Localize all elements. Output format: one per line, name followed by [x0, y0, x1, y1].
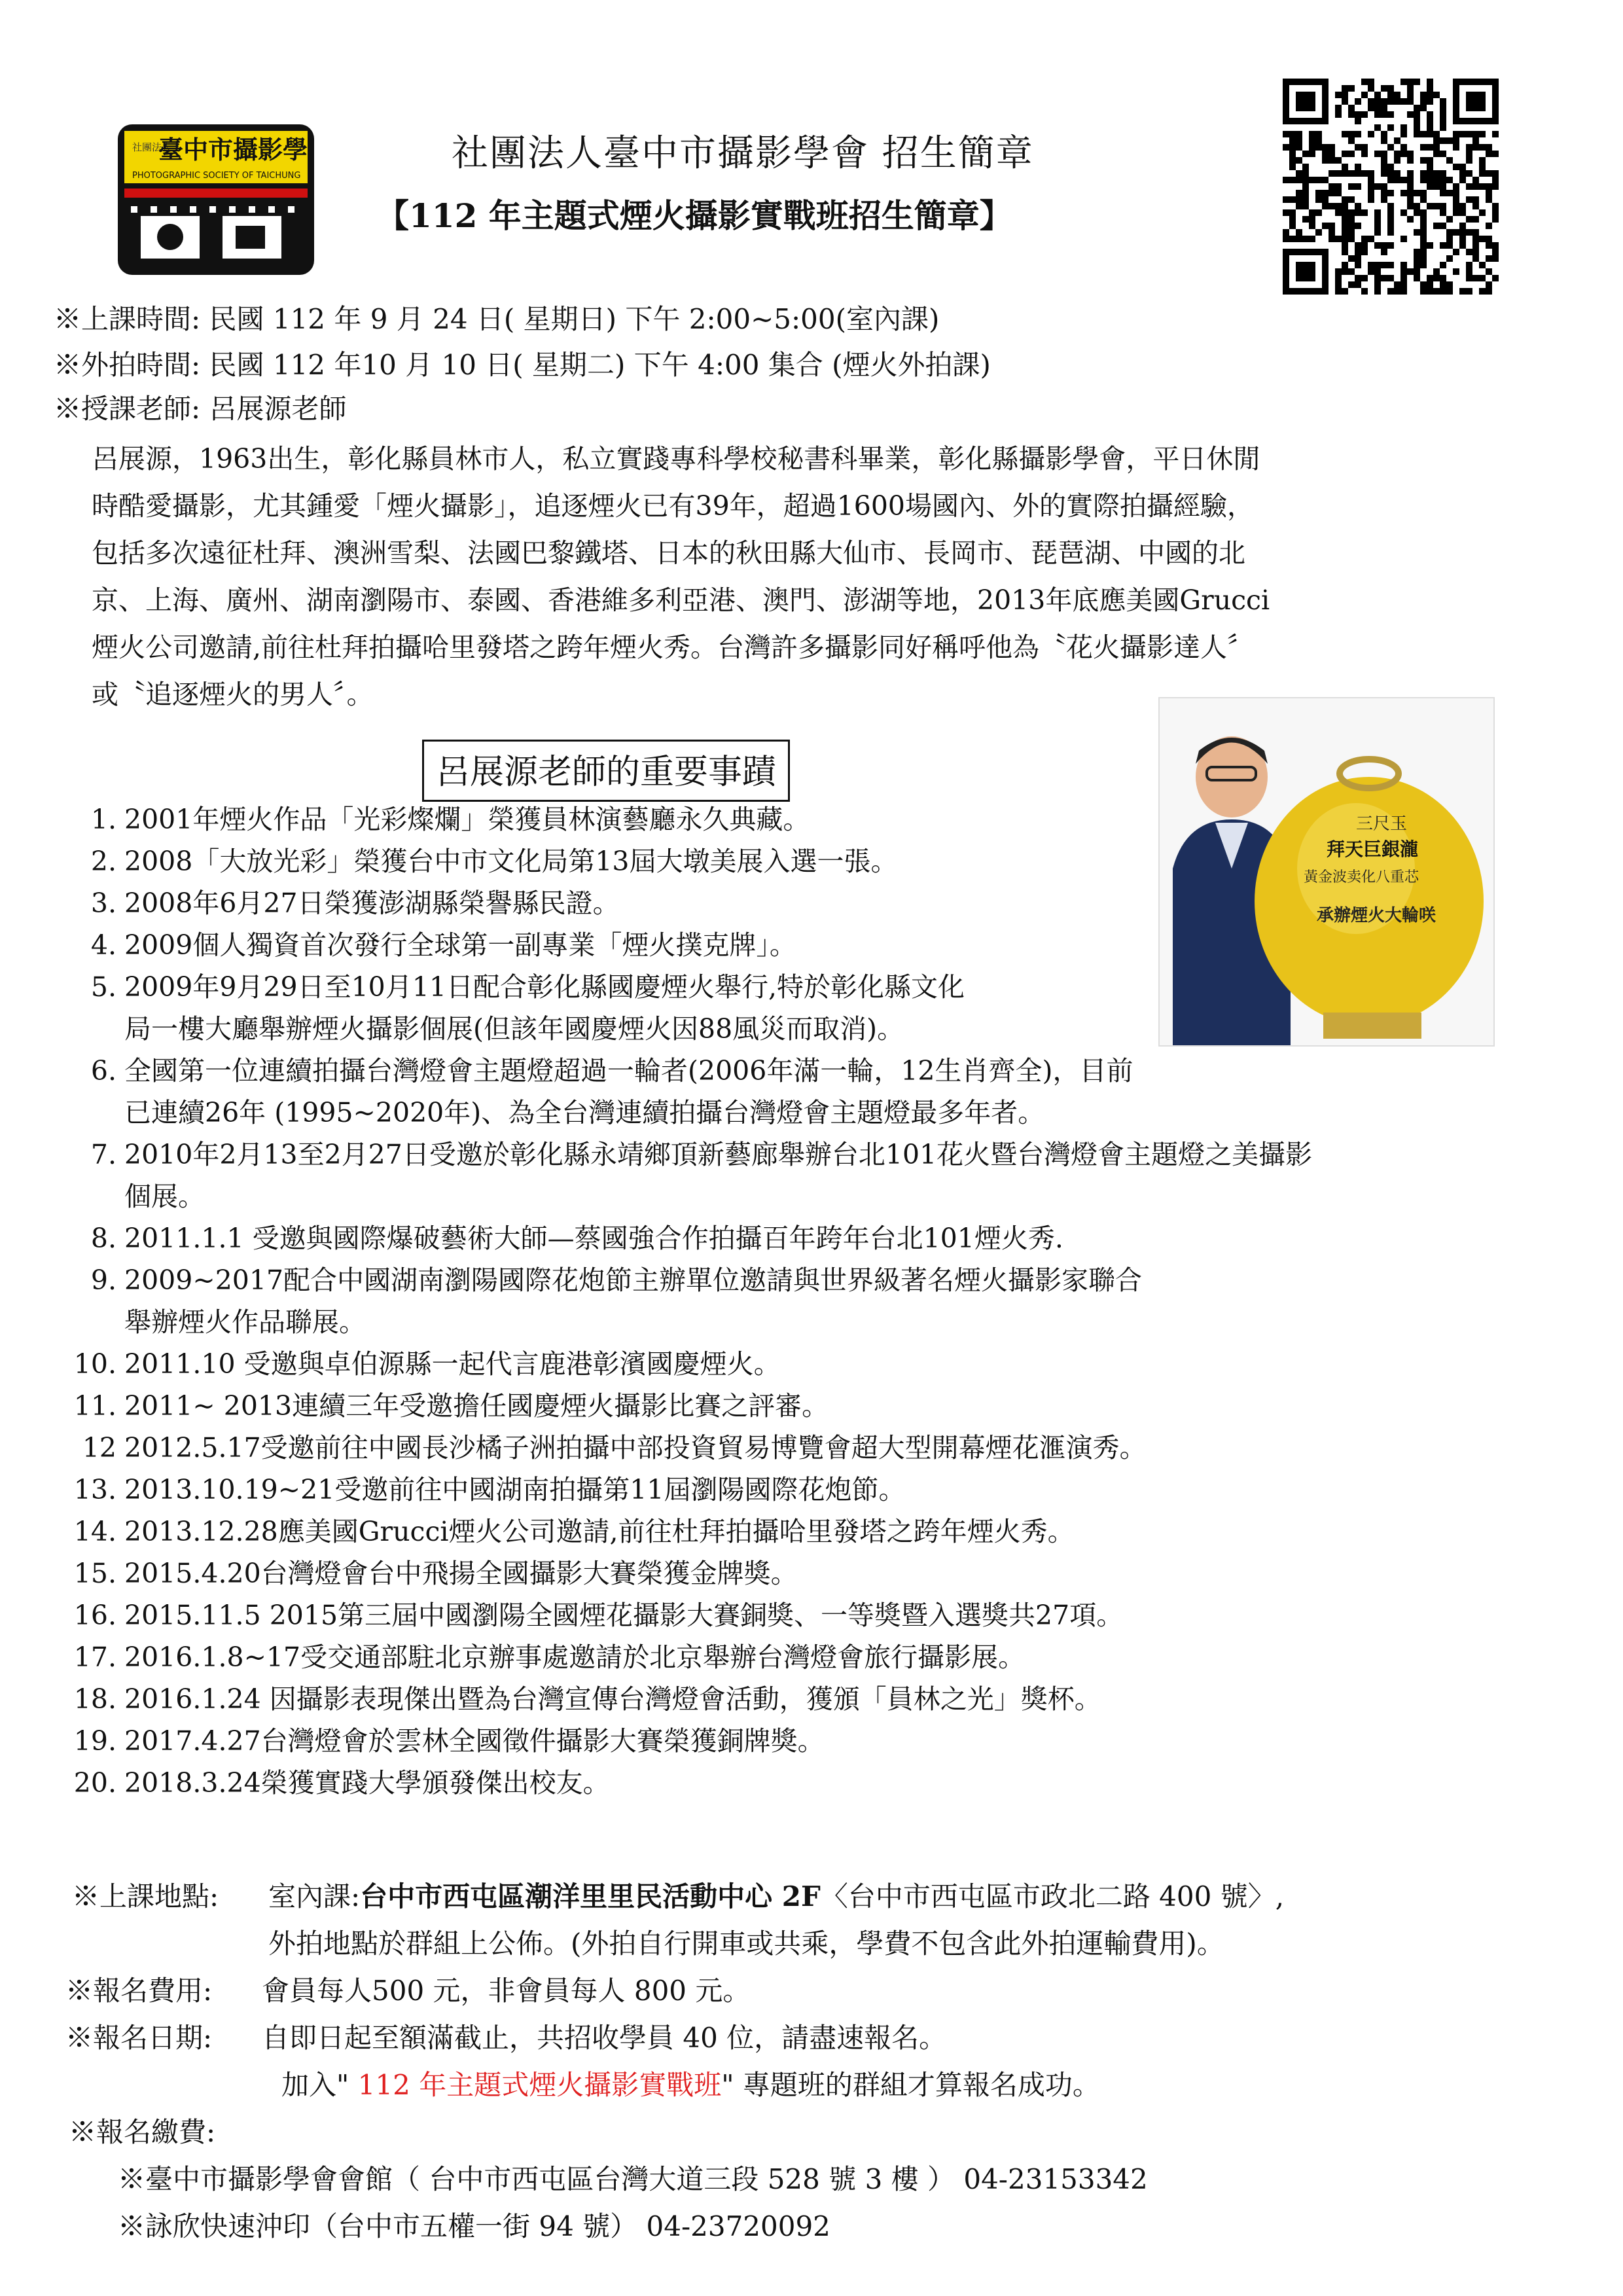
- achievement-number: 4.: [90, 929, 116, 961]
- location-venue: 台中市西屯區潮洋里里民活動中心 2F: [360, 1880, 821, 1912]
- achievement-number: 14.: [73, 1516, 116, 1547]
- pay-location-2-text: ※詠欣快速沖印（台中市五權一街 94 號） 04-23720092: [118, 2210, 830, 2242]
- achievement-number: 17.: [73, 1641, 116, 1673]
- achievement-text: 舉辦煙火作品聯展。: [124, 1306, 366, 1338]
- achievement-item: [39, 882, 1531, 924]
- achievement-item: [39, 1343, 1531, 1385]
- join-group-name: 112 年主題式煙火攝影實戰班: [349, 2069, 722, 2101]
- achievement-number: 5.: [90, 971, 116, 1003]
- achievement-number: 19.: [73, 1725, 116, 1757]
- location-label: ※上課地點:: [72, 1880, 219, 1912]
- achievement-item: [39, 1217, 1531, 1259]
- achievement-text: 2010年2月13至2月27日受邀於彰化縣永靖鄉頂新藝廊舉辦台北101花火暨台灣燈會主題燈之美攝影: [124, 1139, 1313, 1170]
- page-title: 社團法人臺中市攝影學會 招生簡章: [452, 132, 1034, 175]
- join-row: [72, 2062, 1284, 2109]
- fee-text: 會員每人500 元，非會員每人 800 元。: [262, 1975, 751, 2007]
- bio-line: 包括多次遠征杜拜、澳洲雪梨、法國巴黎鐵塔、日本的秋田縣大仙市、長岡市、琵琶湖、中國的北: [92, 537, 1245, 569]
- pay-label: ※報名繳費:: [69, 2116, 216, 2148]
- achievement-item: [39, 1720, 1531, 1762]
- join-prefix: 加入": [281, 2069, 349, 2101]
- achievement-text: 2016.1.8~17受交通部駐北京辦事處邀請於北京舉辦台灣燈會旅行攝影展。: [124, 1641, 1026, 1673]
- qr-code[interactable]: [1283, 79, 1499, 295]
- location-row-2: [72, 1920, 1284, 1967]
- achievement-text: 2011.10 受邀與卓伯源縣一起代言鹿港彰濱國慶煙火。: [124, 1348, 781, 1380]
- achievement-item: [39, 1762, 1531, 1804]
- achievement-item: [39, 1008, 1531, 1050]
- achievement-text: 2013.12.28應美國Grucci煙火公司邀請,前往杜拜拍攝哈里發塔之跨年煙火秀。: [124, 1516, 1075, 1547]
- date-text: 自即日起至額滿截止，共招收學員 40 位，請盡速報名。: [262, 2022, 947, 2054]
- photo-text-4: 承辦煙火大輪咲: [1317, 906, 1436, 925]
- fee-row: [65, 1967, 1277, 2015]
- achievement-number: 6.: [90, 1055, 116, 1086]
- achievement-text: 2016.1.24 因攝影表現傑出暨為台灣宣傳台灣燈會活動，獲頒「員林之光」獎杯。: [124, 1683, 1101, 1715]
- achievement-item: [39, 840, 1531, 882]
- achievement-item: [39, 1259, 1531, 1301]
- pay-location-1-text: ※臺中市攝影學會會館（ 台中市西屯區台灣大道三段 528 號 3 樓 ） 04-23153342: [118, 2163, 1148, 2195]
- pay-location-2: [72, 2203, 1284, 2250]
- achievement-item: [39, 1678, 1531, 1720]
- location-address: 〈台中市西屯區市政北二路 400 號〉,: [820, 1880, 1285, 1912]
- achievement-number: 9.: [90, 1265, 116, 1296]
- bio-line: 京、上海、廣州、湖南瀏陽市、泰國、香港維多利亞港、澳門、澎湖等地，2013年底應美國Grucci: [92, 584, 1270, 616]
- achievement-number: 8.: [90, 1223, 116, 1254]
- logo-name: 臺中市攝影學: [158, 135, 308, 164]
- achievement-text: 全國第一位連續拍攝台灣燈會主題燈超過一輪者(2006年滿一輪，12生肖齊全)，目前: [124, 1055, 1133, 1086]
- achievement-item: [39, 1636, 1531, 1678]
- bio-line: 時酷愛攝影，尤其鍾愛「煙火攝影」，追逐煙火已有39年，超過1600場國內、外的實際拍攝經驗，: [92, 490, 1255, 522]
- achievement-number: 16.: [73, 1600, 116, 1631]
- achievement-number: 11.: [73, 1390, 116, 1422]
- achievement-text: 2001年煙火作品「光彩燦爛」榮獲員林演藝廳永久典藏。: [124, 804, 810, 835]
- bio-line: 煙火公司邀請,前往杜拜拍攝哈里發塔之跨年煙火秀。台灣許多攝影同好稱呼他為〝花火攝影達人〞: [92, 632, 1255, 663]
- achievement-text: 個展。: [124, 1181, 205, 1212]
- achievement-item: [39, 966, 1531, 1008]
- achievements-list: [39, 798, 1531, 1804]
- achievement-text: 2009~2017配合中國湖南瀏陽國際花炮節主辦單位邀請與世界級著名煙火攝影家聯合: [124, 1265, 1143, 1296]
- achievement-item: [39, 1594, 1531, 1636]
- location-outdoor-note: 外拍地點於群組上公佈。(外拍自行開車或共乘，學費不包含此外拍運輸費用)。: [268, 1928, 1224, 1960]
- photo-text-2: 拜天巨銀瀧: [1327, 838, 1419, 860]
- page-subtitle: 【112 年主題式煙火攝影實戰班招生簡章】: [376, 196, 1012, 235]
- achievement-number: 7.: [90, 1139, 116, 1170]
- achievement-number: 15.: [73, 1558, 116, 1589]
- achievement-number: 18.: [73, 1683, 116, 1715]
- achievement-text: 局一樓大廳舉辦煙火攝影個展(但該年國慶煙火因88風災而取消)。: [124, 1013, 904, 1045]
- photo-text-1: 三尺玉: [1356, 814, 1408, 834]
- achievement-text: 2011~ 2013連續三年受邀擔任國慶煙火攝影比賽之評審。: [124, 1390, 829, 1422]
- achievement-item: [39, 1427, 1531, 1469]
- location-prefix: 室內課:: [268, 1880, 361, 1912]
- achievement-text: 2015.4.20台灣燈會台中飛揚全國攝影大賽榮獲金牌獎。: [124, 1558, 798, 1589]
- achievements-heading: 呂展源老師的重要事蹟: [422, 740, 790, 802]
- achievement-text: 2015.11.5 2015第三屆中國瀏陽全國煙花攝影大賽銅獎、一等獎暨入選獎共27項。: [124, 1600, 1124, 1631]
- bio-line: 呂展源，1963出生，彰化縣員林市人，私立實踐專科學校秘書科畢業，彰化縣攝影學會，平日休閒: [92, 443, 1260, 475]
- class-time: ※上課時間: 民國 112 年 9 月 24 日( 星期日) 下午 2:00~5:00(室內課): [54, 303, 940, 335]
- achievement-item: [39, 1385, 1531, 1427]
- registration-info: [65, 1873, 1285, 2250]
- teacher: ※授課老師: 呂展源老師: [54, 393, 347, 425]
- achievement-text: 2011.1.1 受邀與國際爆破藝術大師—蔡國強合作拍攝百年跨年台北101煙火秀.: [124, 1223, 1063, 1254]
- achievement-text: 2008「大放光彩」榮獲台中市文化局第13屆大墩美展入選一張。: [124, 846, 898, 877]
- achievement-item: [39, 798, 1531, 840]
- achievement-item: [39, 1134, 1531, 1175]
- achievement-number: 12: [82, 1432, 116, 1463]
- achievement-item: [39, 1469, 1531, 1511]
- achievement-number: 20.: [73, 1767, 116, 1799]
- achievement-text: 2013.10.19~21受邀前往中國湖南拍攝第11屆瀏陽國際花炮節。: [124, 1474, 906, 1505]
- achievement-text: 2009年9月29日至10月11日配合彰化縣國慶煙火舉行,特於彰化縣文化: [124, 971, 965, 1003]
- achievement-number: 1.: [90, 804, 116, 835]
- achievement-item: [39, 924, 1531, 966]
- achievement-item: [39, 1511, 1531, 1552]
- outdoor-time: ※外拍時間: 民國 112 年10 月 10 日( 星期二) 下午 4:00 集合 (煙火外拍課): [54, 349, 991, 381]
- logo-english: PHOTOGRAPHIC SOCIETY OF TAICHUNG: [132, 171, 301, 181]
- achievement-number: 13.: [73, 1474, 116, 1505]
- date-row: [65, 2015, 1277, 2062]
- bio-line: 或〝追逐煙火的男人〞。: [92, 679, 374, 710]
- fee-label: ※報名費用:: [65, 1975, 213, 2007]
- achievement-item: [39, 1552, 1531, 1594]
- teacher-bio: [92, 435, 1522, 718]
- achievement-item: [39, 1050, 1531, 1092]
- achievement-text: 2012.5.17受邀前往中國長沙橘子洲拍攝中部投資貿易博覽會超大型開幕煙花滙演秀。: [124, 1432, 1147, 1463]
- achievement-text: 2008年6月27日榮獲澎湖縣榮譽縣民證。: [124, 888, 620, 919]
- pay-row: [69, 2109, 1281, 2156]
- achievement-text: 2017.4.27台灣燈會於雲林全國徵件攝影大賽榮獲銅牌獎。: [124, 1725, 825, 1757]
- achievement-item: [39, 1092, 1531, 1134]
- achievement-text: 2009個人獨資首次發行全球第一副專業「煙火撲克牌」。: [124, 929, 796, 961]
- achievement-item: [39, 1301, 1531, 1343]
- photo-text-3: 黃金波卖化八重芯: [1304, 869, 1419, 886]
- achievement-item: [39, 1175, 1531, 1217]
- achievement-number: 2.: [90, 846, 116, 877]
- society-logo: [118, 124, 314, 275]
- achievement-number: 3.: [90, 888, 116, 919]
- pay-location-1: [72, 2156, 1284, 2203]
- achievement-text: 已連續26年 (1995~2020年)、為全台灣連續拍攝台灣燈會主題燈最多年者。: [124, 1097, 1045, 1128]
- logo-small-text: 社團法人: [132, 141, 172, 153]
- join-suffix: " 專題班的群組才算報名成功。: [721, 2069, 1100, 2101]
- achievement-text: 2018.3.24榮獲實踐大學頒發傑出校友。: [124, 1767, 610, 1799]
- location-row: [72, 1873, 1284, 1920]
- date-label: ※報名日期:: [65, 2022, 213, 2054]
- achievement-number: 10.: [73, 1348, 116, 1380]
